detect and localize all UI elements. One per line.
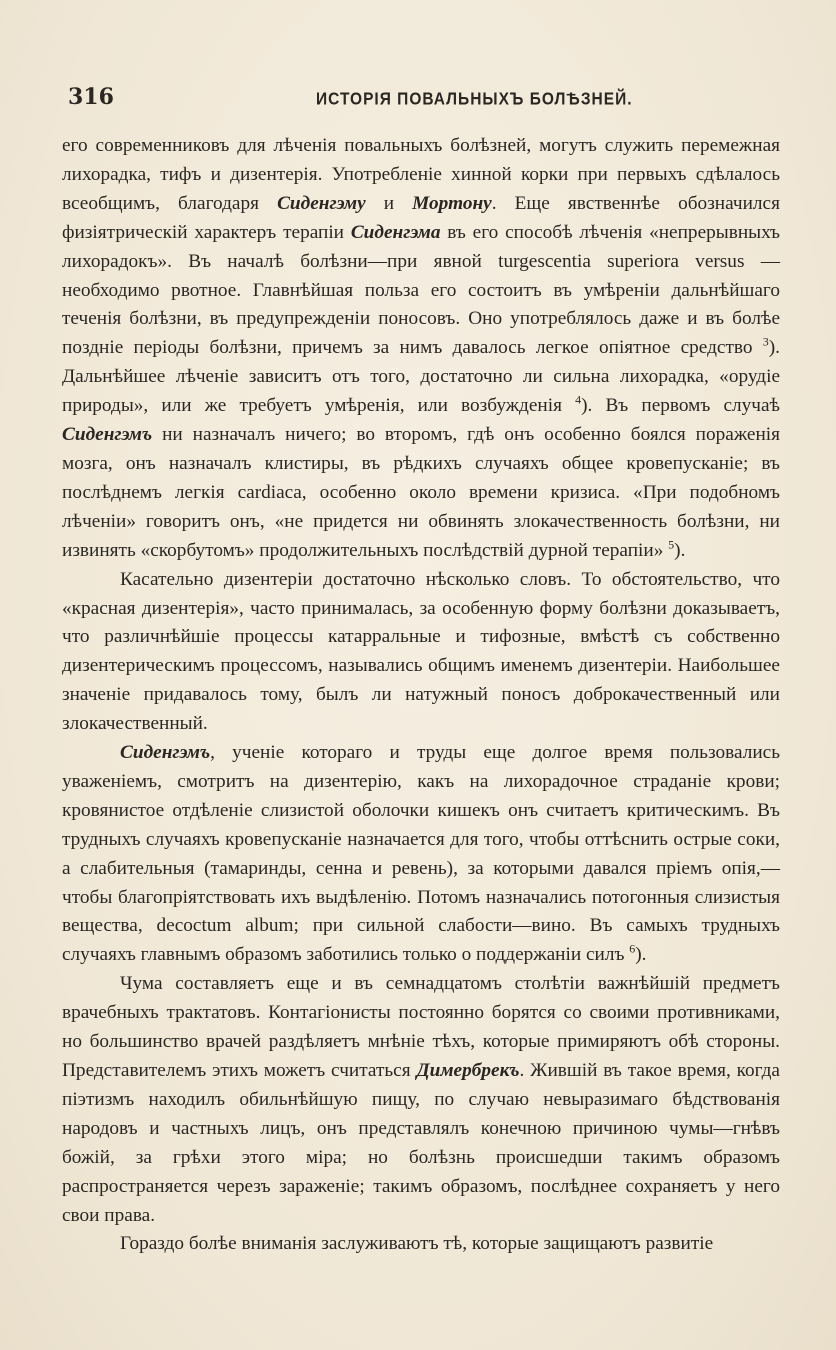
italic-name: Мортону — [412, 192, 492, 214]
paragraph — [62, 566, 780, 739]
italic-name: Сиденгэма — [350, 221, 441, 243]
italic-name: Сиденгэмъ — [62, 424, 153, 446]
text-run: ). Въ первомъ случаѣ — [581, 395, 781, 417]
text-run: . Жившій въ такое время, когда піэтизмъ находилъ обильнѣйшую пищу, по случаю невыразимаго бѣдствованія народовъ и частныхъ лицъ, онъ представлялъ конечною причиною чумы—гнѣвъ божій, за грѣхи этого міра; но болѣзнь происшедши такимъ образомъ распространяется черезъ зараженіе; такимъ образомъ, послѣднее сохраняетъ у него свои права. — [62, 1060, 780, 1226]
text-run: ). — [674, 539, 686, 561]
text-run: и — [365, 192, 413, 214]
text-run: Чума составляетъ еще и въ семнадцатомъ столѣтіи важнѣйшій предметъ врачебныхъ трактатовъ. Контагіонисты постоянно борятся со своими противниками, но большинство врачей раздѣляетъ мнѣніе тѣхъ, которые примиряютъ обѣ стороны. Представителемъ этихъ можетъ считаться — [62, 973, 780, 1081]
text-run: ). Дальнѣйшее лѣченіе зависитъ отъ того, достаточно ли сильна лихорадка, «орудіе природы», или же требуетъ умѣренія, или возбужденія — [62, 337, 780, 417]
italic-name: Димербрекъ — [416, 1060, 520, 1081]
paragraph — [62, 132, 780, 566]
text-run: . Еще явственнѣе обозначился физіятрическій характеръ терапіи — [62, 192, 780, 243]
text-run: его современниковъ для лѣченія повальныхъ болѣзней, могутъ служить перемежная лихорадка, тифъ и дизентерія. Употребленіе хинной корки при первыхъ сдѣлалось всеобщимъ, благодаря — [62, 135, 780, 214]
italic-name: Сиденгэмъ — [120, 742, 211, 764]
body-text — [62, 132, 780, 1259]
paragraph — [62, 1230, 780, 1259]
text-run: Касательно дизентеріи достаточно нѣсколько словъ. То обстоятельство, что «красная дизентерія», часто принималась, за особенную форму болѣзни доказываетъ, что различнѣйшіе процессы катарральные и тифозные, вмѣстѣ съ собственно дизентерическимъ процессомъ, назывались общимъ именемъ дизентеріи. Наибольшее значеніе придавалось тому, былъ ли натужный поносъ доброкачественный или злокачественный. — [62, 568, 780, 735]
running-title: ИСТОРІЯ ПОВАЛЬНЫХЪ БОЛѢЗНЕЙ. — [316, 89, 633, 110]
paragraph — [62, 739, 780, 970]
text-run: ). — [635, 944, 647, 966]
footnote-ref: 3 — [762, 334, 769, 349]
page-number: 316 — [68, 84, 114, 110]
text-run: , ученіе котораго и труды еще долгое время пользовались уваженіемъ, смотритъ на дизентерію, какъ на лихорадочное страданіе крови; кровянистое отдѣленіе слизистой оболочки кишекъ онъ считаетъ критическимъ. Въ трудныхъ случаяхъ кровепусканіе назначается для того, чтобы оттѣснить острые соки, а слабительныя (тамаринды, сенна и ревень), за которыми давался пріемъ опія,—чтобы благопріятствовать ихъ выдѣленію. Потомъ назначались потогонныя слизистыя вещества, decoctum album; при сильной слабости—вино. Въ самыхъ трудныхъ случаяхъ главнымъ образомъ заботились только о поддержаніи силъ — [62, 742, 780, 966]
footnote-ref: 6 — [629, 941, 636, 956]
text-run: Гораздо болѣе вниманія заслуживаютъ тѣ, которые защищаютъ развитіе — [120, 1233, 714, 1255]
page-header — [62, 84, 780, 118]
footnote-ref: 4 — [575, 392, 582, 407]
footnote-ref: 5 — [668, 537, 675, 552]
text-run: ни назначалъ ничего; во второмъ, гдѣ онъ особенно боялся пораженія мозга, онъ назначалъ клистиры, въ рѣдкихъ случаяхъ общее кровепусканіе; въ послѣднемъ легкія cardiaca, особенно около времени кризиса. «При подобномъ лѣченіи» говоритъ онъ, «не придется ни обвинять злокачественность болѣзни, ни извинять «скорбутомъ» продолжительныхъ послѣдствій дурной терапіи» — [62, 424, 780, 561]
paragraph — [62, 970, 780, 1230]
text-run: въ его способѣ лѣченія «непрерывныхъ лихорадокъ». Въ началѣ болѣзни—при явной turgescentia superiora versus — необходимо рвотное. Главнѣйшая польза его состоитъ въ умѣреніи дальнѣйшаго теченія болѣзни, въ предупрежденіи поносовъ. Оно употреблялось даже и въ болѣе поздніе періоды болѣзни, причемъ за нимъ давалось легкое опіятное средство — [62, 221, 780, 359]
italic-name: Сиденгэму — [277, 192, 366, 214]
